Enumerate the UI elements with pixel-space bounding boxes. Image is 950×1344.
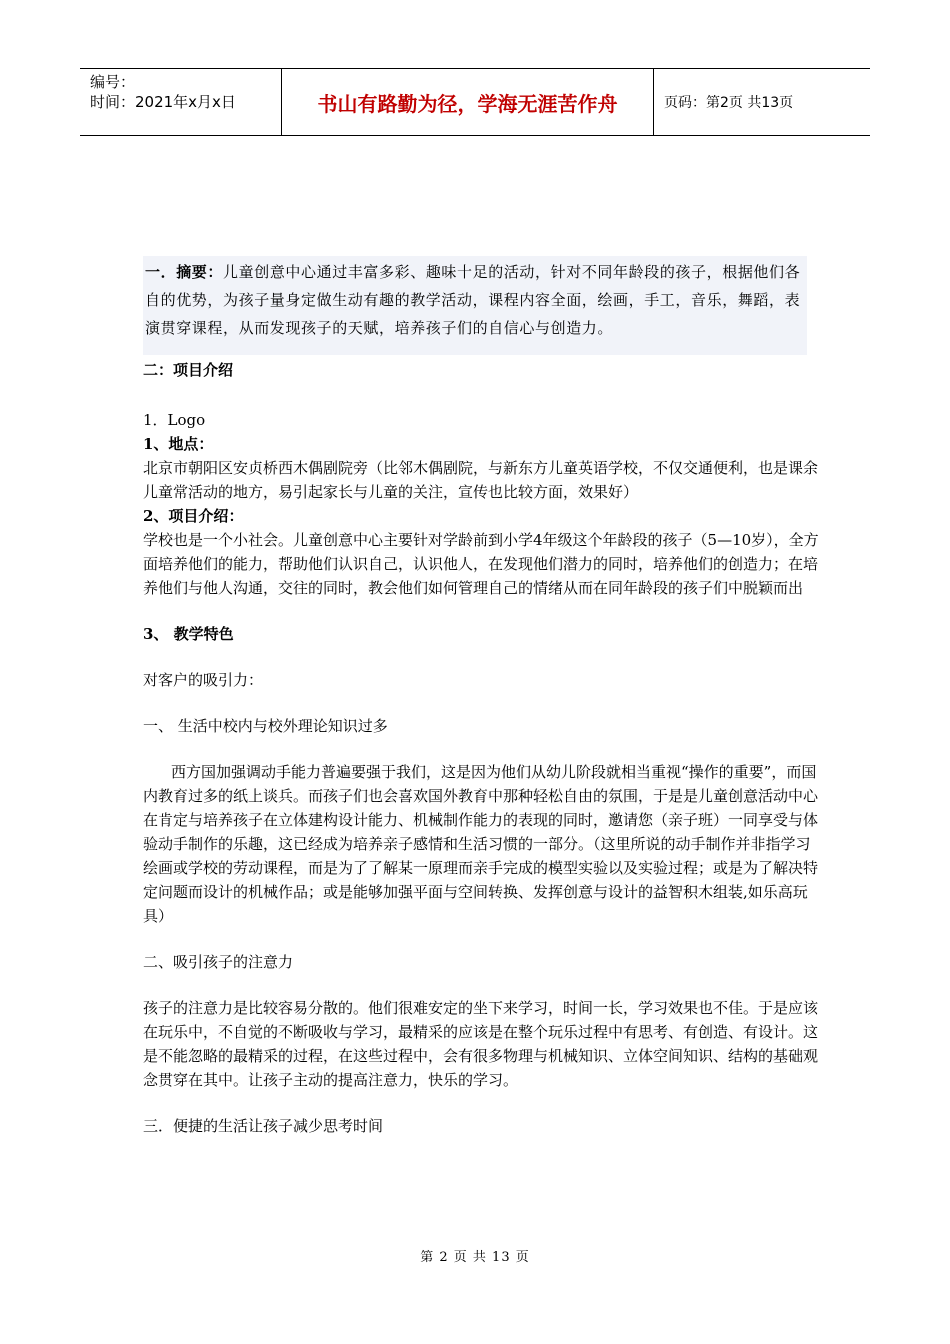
project-text: 学校也是一个小社会。儿童创意中心主要针对学龄前到小学4年级这个年龄段的孩子（5—10岁），全方面培养他们的能力，帮助他们认识自己，认识他人，在发现他们潜力的同时，培养他们的创造力；在培养他们与他人沟通，交往的同时，教会他们如何管理自己的情绪从而在同年龄段的孩子们中脱颖而出: [143, 531, 819, 597]
point1-title: 一、 生活中校内与校外理论知识过多: [143, 717, 388, 735]
intro-title: 二：项目介绍: [143, 361, 234, 379]
project-title: 2、项目介绍：: [143, 507, 244, 525]
summary-text: 儿童创意中心通过丰富多彩、趣味十足的活动，针对不同年龄段的孩子，根据他们各自的优势，为孩子量身定做生动有趣的教学活动，课程内容全面，绘画，手工，音乐，舞蹈，表演贯穿课程，从而发现孩子的天赋，培养孩子们的自信心与创造力。: [145, 263, 801, 337]
motto: 书山有路勤为径，学海无涯苦作舟: [282, 69, 654, 135]
document-body: [143, 358, 823, 1138]
summary-block: [143, 256, 807, 355]
teaching-title: 3、 教学特色: [143, 625, 234, 643]
point1-text: 西方国加强调动手能力普遍要强于我们，这是因为他们从幼儿阶段就相当重视“操作的重要”，而国内教育过多的纸上谈兵。而孩子们也会喜欢国外教育中那种轻松自由的氛围，于是是儿童创意活动中心在肯定与培养孩子在立体建构设计能力、机械制作能力的表现的同时，邀请您（亲子班）一同享受与体验动手制作的乐趣，这已经成为培养亲子感情和生活习惯的一部分。（这里所说的动手制作并非指学习绘画或学校的劳动课程，而是为了了解某一原理而亲手完成的模型实验以及实验过程；或是为了解决特定问题而设计的机械作品；或是能够加强平面与空间转换、发挥创意与设计的益智积木组装,如乐高玩具）: [143, 763, 819, 925]
header-table: [80, 68, 870, 136]
attraction-line: 对客户的吸引力：: [143, 671, 264, 689]
logo-line: 1．Logo: [143, 411, 206, 429]
number-label: 编号：: [90, 73, 136, 91]
page-footer: 第 2 页 共 13 页: [420, 1250, 530, 1265]
point2-title: 二、吸引孩子的注意力: [143, 953, 294, 971]
location-title: 1、地点：: [143, 435, 214, 453]
point3-title: 三．便捷的生活让孩子减少思考时间: [143, 1117, 384, 1135]
time-label: 时间：2021年x月x日: [90, 93, 236, 111]
summary-heading: 一．摘要：: [145, 263, 224, 281]
header-left-cell: [80, 69, 282, 135]
point2-text: 孩子的注意力是比较容易分散的。他们很难安定的坐下来学习，时间一长，学习效果也不佳。于是应该在玩乐中，不自觉的不断吸收与学习，最精采的应该是在整个玩乐过程中有思考、有创造、有设计。这是不能忽略的最精采的过程，在这些过程中，会有很多物理与机械知识、立体空间知识、结构的基础观念贯穿在其中。让孩子主动的提高注意力，快乐的学习。: [143, 999, 819, 1089]
location-text: 北京市朝阳区安贞桥西木偶剧院旁（比邻木偶剧院，与新东方儿童英语学校，不仅交通便利，也是课余儿童常活动的地方，易引起家长与儿童的关注，宣传也比较方面，效果好）: [143, 459, 819, 501]
page-info: 页码：第2页 共13页: [664, 95, 794, 111]
